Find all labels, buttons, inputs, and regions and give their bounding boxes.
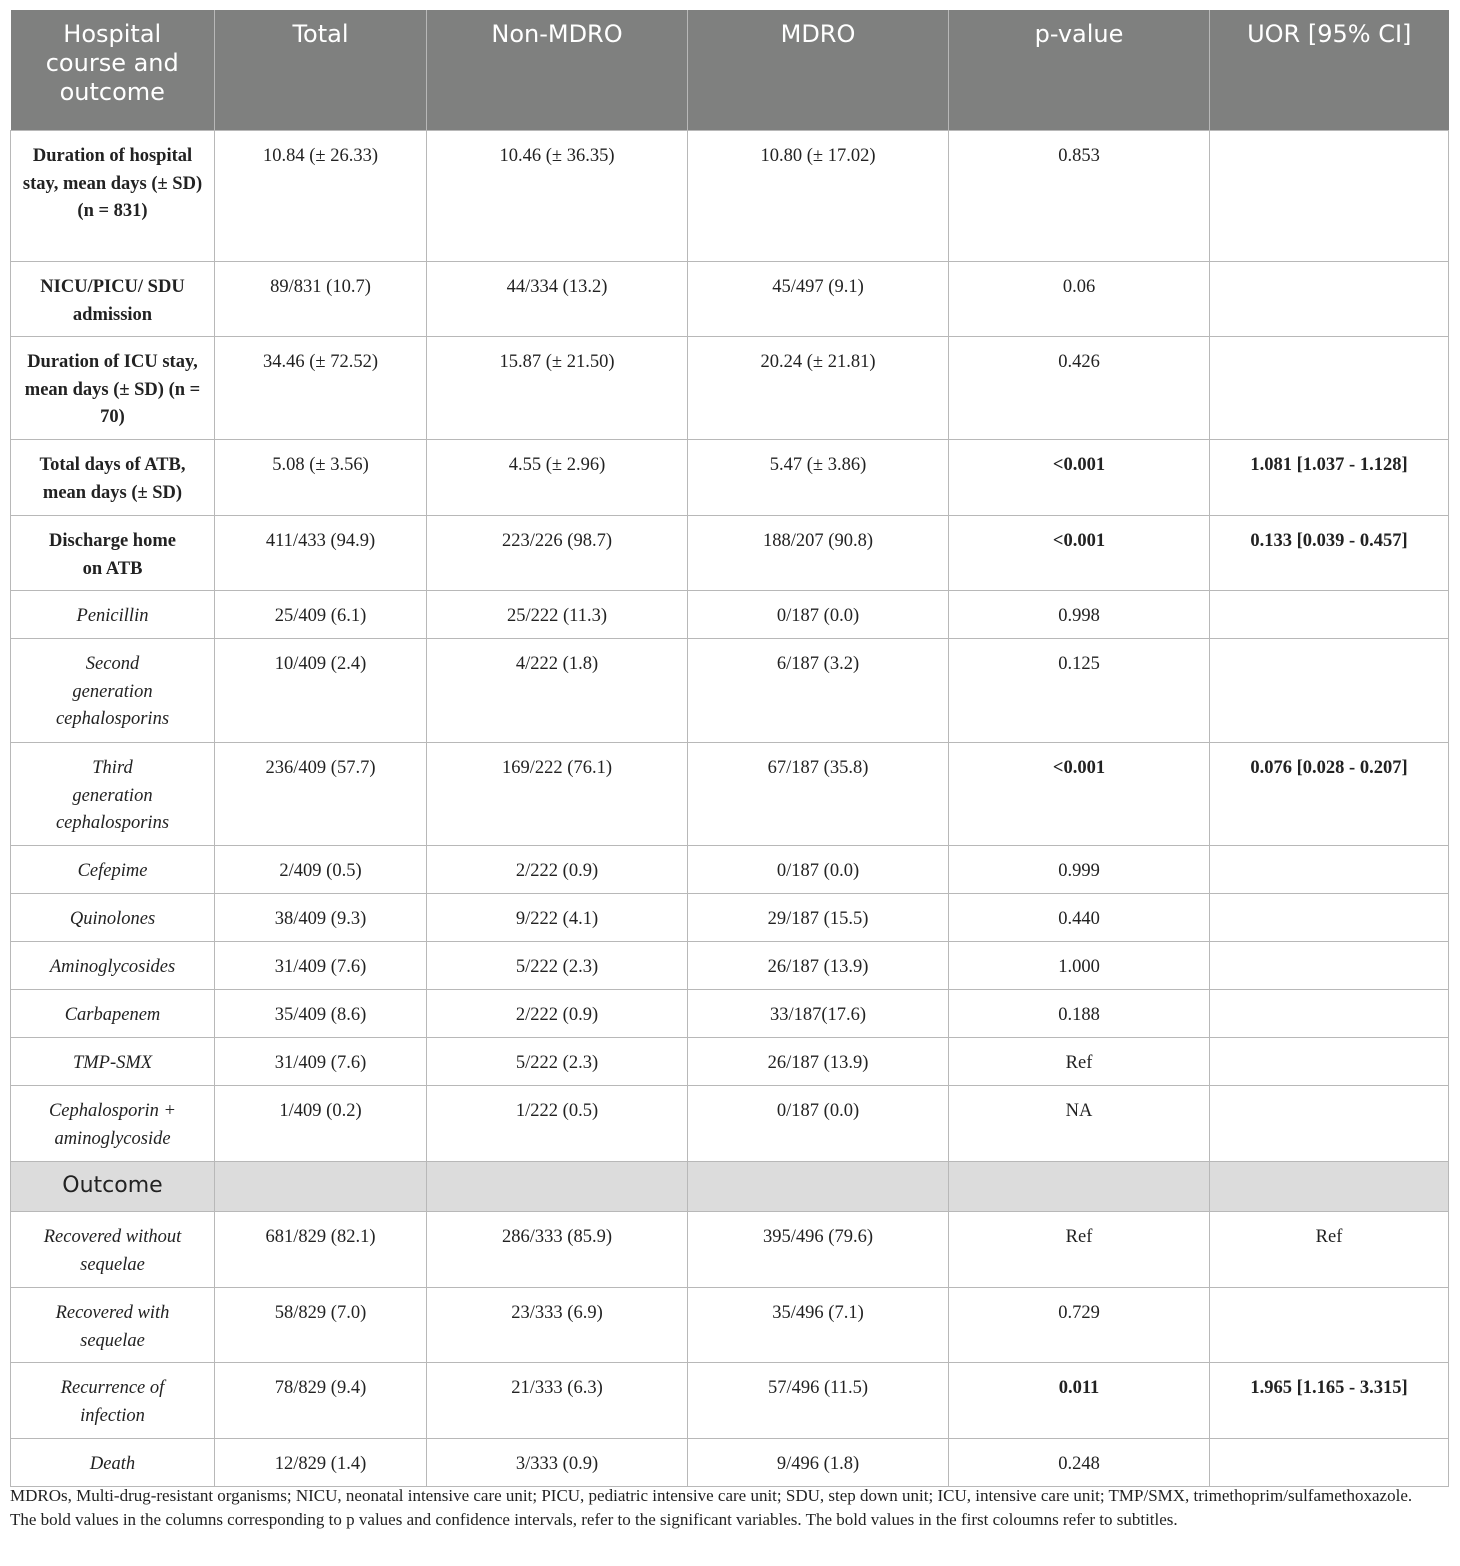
cell-non-mdro: 3/333 (0.9): [427, 1439, 688, 1487]
cell-p-value: 0.011: [949, 1363, 1210, 1439]
row-label: Duration of hospital stay, mean days (± SD) (n = 831): [11, 131, 215, 262]
cell-total: 58/829 (7.0): [215, 1288, 427, 1363]
cell-total: 236/409 (57.7): [215, 743, 427, 846]
cell-total: 31/409 (7.6): [215, 1038, 427, 1086]
cell-uor: [1210, 1288, 1449, 1363]
cell-p-value: 0.440: [949, 894, 1210, 942]
cell-uor: [1210, 131, 1449, 262]
cell-uor: [1210, 1439, 1449, 1487]
cell-mdro: 57/496 (11.5): [688, 1363, 949, 1439]
cell-non-mdro: 5/222 (2.3): [427, 1038, 688, 1086]
cell-mdro: 9/496 (1.8): [688, 1439, 949, 1487]
cell-p-value: <0.001: [949, 516, 1210, 591]
cell-uor: [1210, 894, 1449, 942]
row-label: Recurrence of infection: [11, 1363, 215, 1439]
cell-p-value: 1.000: [949, 942, 1210, 990]
row-label: Penicillin: [11, 591, 215, 639]
table-row: [11, 894, 1449, 942]
cell-uor: 0.076 [0.028 - 0.207]: [1210, 743, 1449, 846]
results-table: [10, 10, 1449, 1487]
cell-total: 411/433 (94.9): [215, 516, 427, 591]
cell-mdro: 35/496 (7.1): [688, 1288, 949, 1363]
header-p-value: p-value: [949, 10, 1210, 131]
row-label: Recovered without sequelae: [11, 1212, 215, 1288]
cell-mdro: 6/187 (3.2): [688, 639, 949, 743]
cell-uor: [1210, 1086, 1449, 1162]
cell-uor: [1210, 337, 1449, 440]
cell-uor: [1210, 1162, 1449, 1212]
cell-total: [215, 1162, 427, 1212]
cell-uor: [1210, 639, 1449, 743]
cell-total: 31/409 (7.6): [215, 942, 427, 990]
cell-uor: [1210, 1038, 1449, 1086]
cell-uor: [1210, 591, 1449, 639]
cell-total: 1/409 (0.2): [215, 1086, 427, 1162]
table-row: [11, 1086, 1449, 1162]
cell-total: 78/829 (9.4): [215, 1363, 427, 1439]
cell-uor: 1.081 [1.037 - 1.128]: [1210, 440, 1449, 516]
cell-non-mdro: 44/334 (13.2): [427, 262, 688, 337]
cell-non-mdro: 223/226 (98.7): [427, 516, 688, 591]
table-row: [11, 591, 1449, 639]
header-hospital-course: Hospital course and outcome: [11, 10, 215, 131]
cell-mdro: 67/187 (35.8): [688, 743, 949, 846]
cell-p-value: 0.248: [949, 1439, 1210, 1487]
cell-uor: 1.965 [1.165 - 3.315]: [1210, 1363, 1449, 1439]
cell-total: 35/409 (8.6): [215, 990, 427, 1038]
cell-p-value: 0.999: [949, 846, 1210, 894]
row-label: Cefepime: [11, 846, 215, 894]
cell-non-mdro: 2/222 (0.9): [427, 846, 688, 894]
cell-non-mdro: 1/222 (0.5): [427, 1086, 688, 1162]
table-footnotes: [10, 1484, 1448, 1532]
cell-non-mdro: [427, 1162, 688, 1212]
cell-non-mdro: 9/222 (4.1): [427, 894, 688, 942]
cell-mdro: 20.24 (± 21.81): [688, 337, 949, 440]
row-label: Recovered with sequelae: [11, 1288, 215, 1363]
table-row: [11, 516, 1449, 591]
table-row: [11, 1288, 1449, 1363]
abbreviations-footnote: MDROs, Multi-drug-resistant organisms; NICU, neonatal intensive care unit; PICU, pediatric intensive care unit; SDU, step down unit; ICU, intensive care unit; TMP/SMX, trimethoprim/sulfamethoxazole.: [10, 1486, 1413, 1505]
cell-total: 2/409 (0.5): [215, 846, 427, 894]
table-row: [11, 1439, 1449, 1487]
cell-p-value: 0.998: [949, 591, 1210, 639]
row-label: Quinolones: [11, 894, 215, 942]
cell-p-value: Ref: [949, 1212, 1210, 1288]
cell-mdro: 26/187 (13.9): [688, 1038, 949, 1086]
cell-p-value: 0.06: [949, 262, 1210, 337]
bold-values-footnote: The bold values in the columns corresponding to p values and confidence intervals, refer to the significant variables. The bold values in the first coloumns refer to subtitles.: [10, 1510, 1178, 1529]
cell-p-value: 0.729: [949, 1288, 1210, 1363]
cell-mdro: [688, 1162, 949, 1212]
row-label: Cephalosporin + aminoglycoside: [11, 1086, 215, 1162]
table-row: [11, 639, 1449, 743]
table-row: [11, 337, 1449, 440]
cell-total: 38/409 (9.3): [215, 894, 427, 942]
row-label: Aminoglycosides: [11, 942, 215, 990]
table-row: [11, 1212, 1449, 1288]
cell-p-value: 0.125: [949, 639, 1210, 743]
table-row: [11, 942, 1449, 990]
cell-mdro: 188/207 (90.8): [688, 516, 949, 591]
cell-total: 12/829 (1.4): [215, 1439, 427, 1487]
header-mdro: MDRO: [688, 10, 949, 131]
cell-uor: [1210, 990, 1449, 1038]
header-non-mdro: Non-MDRO: [427, 10, 688, 131]
table-row: [11, 1038, 1449, 1086]
cell-total: 5.08 (± 3.56): [215, 440, 427, 516]
cell-p-value: [949, 1162, 1210, 1212]
cell-p-value: <0.001: [949, 440, 1210, 516]
cell-uor: [1210, 846, 1449, 894]
table-row: [11, 262, 1449, 337]
table-row: [11, 1363, 1449, 1439]
cell-uor: [1210, 262, 1449, 337]
outcome-subheader: Outcome: [11, 1162, 215, 1212]
row-label: Second generation cephalosporins: [11, 639, 215, 743]
row-label: NICU/PICU/ SDU admission: [11, 262, 215, 337]
cell-total: 89/831 (10.7): [215, 262, 427, 337]
cell-p-value: <0.001: [949, 743, 1210, 846]
cell-mdro: 0/187 (0.0): [688, 846, 949, 894]
cell-non-mdro: 25/222 (11.3): [427, 591, 688, 639]
cell-p-value: Ref: [949, 1038, 1210, 1086]
cell-total: 34.46 (± 72.52): [215, 337, 427, 440]
cell-non-mdro: 286/333 (85.9): [427, 1212, 688, 1288]
cell-non-mdro: 23/333 (6.9): [427, 1288, 688, 1363]
cell-mdro: 10.80 (± 17.02): [688, 131, 949, 262]
cell-mdro: 0/187 (0.0): [688, 591, 949, 639]
outcome-subheader-row: [11, 1162, 1449, 1212]
table-row: [11, 990, 1449, 1038]
table-row: [11, 743, 1449, 846]
row-label: Discharge home on ATB: [11, 516, 215, 591]
cell-mdro: 45/497 (9.1): [688, 262, 949, 337]
cell-p-value: NA: [949, 1086, 1210, 1162]
cell-mdro: 33/187(17.6): [688, 990, 949, 1038]
cell-mdro: 29/187 (15.5): [688, 894, 949, 942]
header-total: Total: [215, 10, 427, 131]
cell-non-mdro: 15.87 (± 21.50): [427, 337, 688, 440]
row-label: Total days of ATB, mean days (± SD): [11, 440, 215, 516]
cell-total: 25/409 (6.1): [215, 591, 427, 639]
cell-uor: 0.133 [0.039 - 0.457]: [1210, 516, 1449, 591]
cell-mdro: 5.47 (± 3.86): [688, 440, 949, 516]
cell-p-value: 0.188: [949, 990, 1210, 1038]
cell-total: 10.84 (± 26.33): [215, 131, 427, 262]
row-label: TMP-SMX: [11, 1038, 215, 1086]
row-label: Duration of ICU stay, mean days (± SD) (n = 70): [11, 337, 215, 440]
row-label: Death: [11, 1439, 215, 1487]
table-row: [11, 846, 1449, 894]
cell-total: 681/829 (82.1): [215, 1212, 427, 1288]
cell-mdro: 0/187 (0.0): [688, 1086, 949, 1162]
row-label: Carbapenem: [11, 990, 215, 1038]
cell-non-mdro: 2/222 (0.9): [427, 990, 688, 1038]
cell-p-value: 0.853: [949, 131, 1210, 262]
cell-non-mdro: 21/333 (6.3): [427, 1363, 688, 1439]
cell-non-mdro: 4.55 (± 2.96): [427, 440, 688, 516]
table-row: [11, 440, 1449, 516]
cell-p-value: 0.426: [949, 337, 1210, 440]
header-uor: UOR [95% CI]: [1210, 10, 1449, 131]
cell-mdro: 395/496 (79.6): [688, 1212, 949, 1288]
row-label: Third generation cephalosporins: [11, 743, 215, 846]
cell-uor: Ref: [1210, 1212, 1449, 1288]
cell-non-mdro: 10.46 (± 36.35): [427, 131, 688, 262]
cell-uor: [1210, 942, 1449, 990]
header-row: [11, 10, 1449, 131]
cell-non-mdro: 5/222 (2.3): [427, 942, 688, 990]
cell-non-mdro: 4/222 (1.8): [427, 639, 688, 743]
cell-mdro: 26/187 (13.9): [688, 942, 949, 990]
cell-total: 10/409 (2.4): [215, 639, 427, 743]
cell-non-mdro: 169/222 (76.1): [427, 743, 688, 846]
table-row: [11, 131, 1449, 262]
